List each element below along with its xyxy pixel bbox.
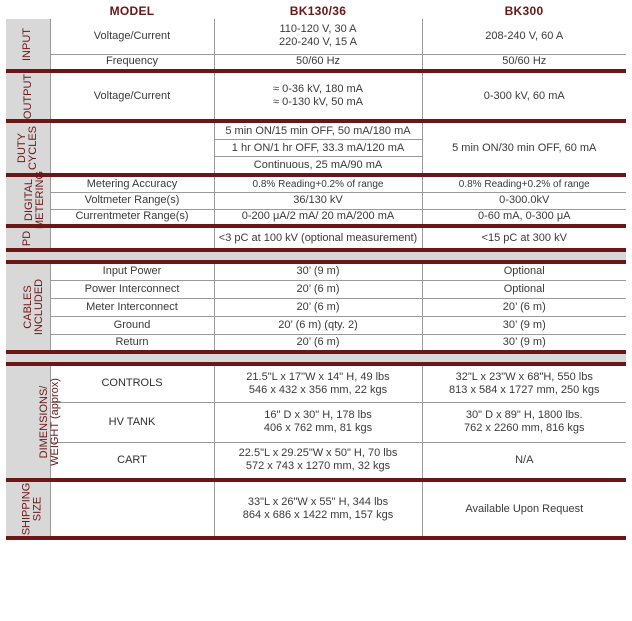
cable-row: [6, 262, 626, 280]
cell-bk130: 30’ (9 m): [214, 262, 422, 280]
cell-bk130: 36/130 kV: [214, 192, 422, 209]
metering-current-row: [6, 209, 626, 226]
cell-bk300: 30’ (9 m): [422, 334, 626, 352]
cable-row: [6, 316, 626, 334]
row-label: CONTROLS: [50, 364, 214, 402]
metering-voltmeter-row: [6, 192, 626, 209]
header-bk300: BK300: [504, 3, 544, 18]
cable-row: [6, 280, 626, 298]
cell-bk130: 16" D x 30" H, 178 lbs 406 x 762 mm, 81 kgs: [214, 402, 422, 442]
cable-row: [6, 298, 626, 316]
section-duty: DUTY CYCLES: [6, 121, 50, 175]
cell-bk300: 20’ (6 m): [422, 298, 626, 316]
row-label: Ground: [50, 316, 214, 334]
shipping-row: [6, 480, 626, 538]
section-shipping: SHIPPING SIZE: [6, 480, 50, 538]
cell-bk130: 110-120 V, 30 A 220-240 V, 15 A: [214, 19, 422, 54]
cell-bk300: 30’ (9 m): [422, 316, 626, 334]
section-pd: PD: [6, 226, 50, 250]
header-model: MODEL: [109, 3, 155, 18]
pd-row: [6, 226, 626, 250]
cell-bk300: Optional: [422, 280, 626, 298]
row-label: Power Interconnect: [50, 280, 214, 298]
cell-bk130: 20’ (6 m): [214, 280, 422, 298]
cell-bk300: 30" D x 89" H, 1800 lbs. 762 x 2260 mm, 816 kgs: [422, 402, 626, 442]
dimensions-hvtank-row: [6, 402, 626, 442]
cell-bk300: 32"L x 23"W x 68"H, 550 lbs 813 x 584 x 1727 mm, 250 kgs: [422, 364, 626, 402]
cell-bk130: ≈ 0-36 kV, 180 mA ≈ 0-130 kV, 50 mA: [214, 71, 422, 121]
row-label: Voltage/Current: [50, 19, 214, 54]
cell-bk300: 50/60 Hz: [422, 54, 626, 71]
row-label: Voltmeter Range(s): [50, 192, 214, 209]
cell-bk300: Available Upon Request: [422, 480, 626, 538]
input-frequency-row: [6, 54, 626, 71]
row-label: CART: [50, 442, 214, 480]
duty-row: [6, 121, 626, 175]
section-output: OUTPUT: [6, 71, 50, 121]
section-cables: CABLES INCLUDED: [6, 262, 50, 352]
cell-bk130: 33"L x 26"W x 55" H, 344 lbs 864 x 686 x 1422 mm, 157 kgs: [214, 480, 422, 538]
row-label: HV TANK: [50, 402, 214, 442]
cable-row: [6, 334, 626, 352]
row-label: Currentmeter Range(s): [50, 209, 214, 226]
cell-bk300: 0-60 mA, 0-300 μA: [422, 209, 626, 226]
cell-bk300: 0.8% Reading+0.2% of range: [422, 175, 626, 192]
section-divider: [6, 352, 626, 364]
row-label: Frequency: [50, 54, 214, 71]
section-metering: DIGITAL METERING: [6, 175, 50, 226]
section-divider: [6, 250, 626, 262]
cell-bk130: 20’ (6 m): [214, 298, 422, 316]
row-label: Input Power: [50, 262, 214, 280]
cell-bk300: 0-300.0kV: [422, 192, 626, 209]
dimensions-cart-row: [6, 442, 626, 480]
header-row: [6, 3, 626, 19]
section-input: INPUT: [6, 19, 50, 71]
spec-table: [6, 3, 626, 540]
cell-bk130: 0-200 μA/2 mA/ 20 mA/200 mA: [214, 209, 422, 226]
cell-bk130: 0.8% Reading+0.2% of range: [214, 175, 422, 192]
cell-bk300: Optional: [422, 262, 626, 280]
cell-bk300: <15 pC at 300 kV: [422, 226, 626, 250]
cell-bk130: 20’ (6 m): [214, 334, 422, 352]
cell-bk130: <3 pC at 100 kV (optional measurement): [214, 226, 422, 250]
section-dimensions: DIMENSIONS/ WEIGHT (approx): [6, 364, 50, 480]
cell-bk130: 5 min ON/15 min OFF, 50 mA/180 mA 1 hr ON/1 hr OFF, 33.3 mA/120 mA Continuous, 25 mA/90 mA: [214, 121, 422, 175]
row-label: Metering Accuracy: [50, 175, 214, 192]
input-voltage-row: [6, 19, 626, 54]
row-label: Meter Interconnect: [50, 298, 214, 316]
cell-bk300: 0-300 kV, 60 mA: [422, 71, 626, 121]
row-label: Return: [50, 334, 214, 352]
dimensions-controls-row: [6, 364, 626, 402]
cell-bk300: N/A: [422, 442, 626, 480]
cell-bk130: 50/60 Hz: [214, 54, 422, 71]
cell-bk130: 22.5"L x 29.25"W x 50" H, 70 lbs 572 x 743 x 1270 mm, 32 kgs: [214, 442, 422, 480]
output-row: [6, 71, 626, 121]
metering-accuracy-row: [6, 175, 626, 192]
cell-bk130: 20’ (6 m) (qty. 2): [214, 316, 422, 334]
cell-bk300: 5 min ON/30 min OFF, 60 mA: [422, 121, 626, 175]
row-label: Voltage/Current: [50, 71, 214, 121]
cell-bk300: 208-240 V, 60 A: [422, 19, 626, 54]
cell-bk130: 21.5"L x 17"W x 14" H, 49 lbs 546 x 432 x 356 mm, 22 kgs: [214, 364, 422, 402]
header-bk130: BK130/36: [289, 3, 347, 18]
